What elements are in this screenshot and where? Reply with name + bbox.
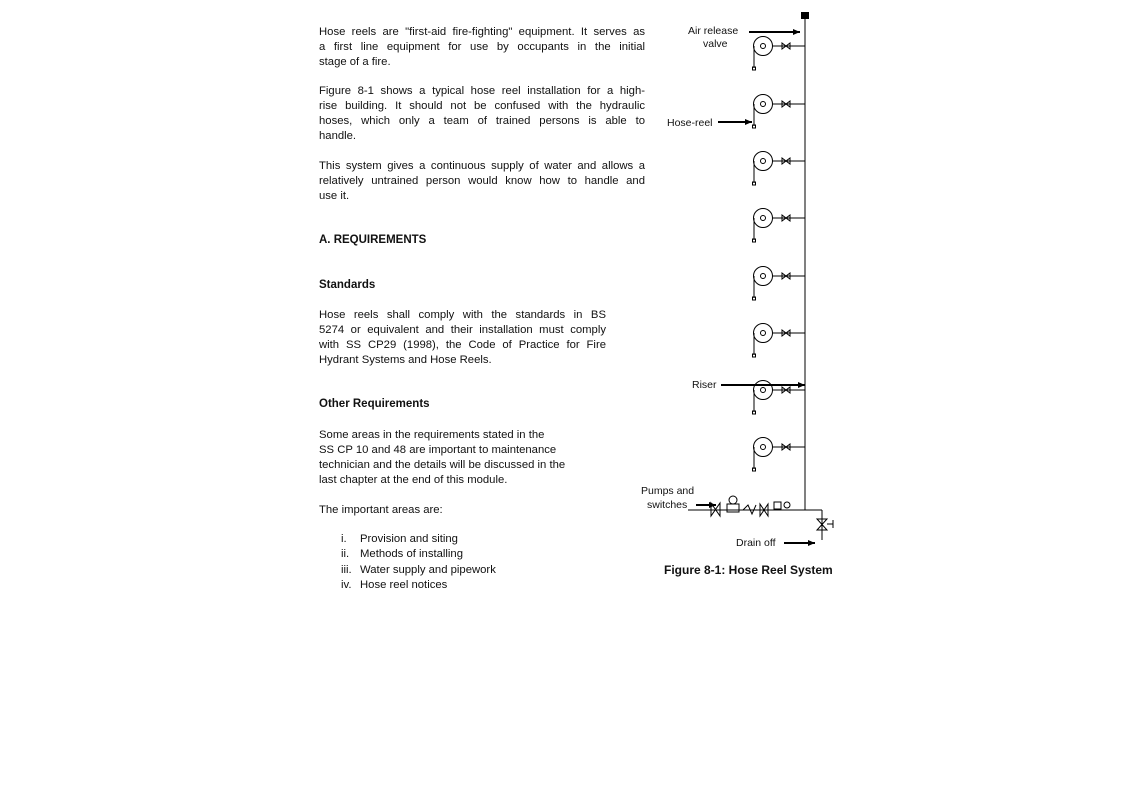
paragraph-line: hoses, which only a team of trained persons is able to [319,115,645,127]
list-number: iv. [341,578,352,591]
arrow-icon [793,29,800,35]
paragraph-line: with SS CP29 (1998), the Code of Practice for Fire [319,339,606,351]
gauge-icon [784,502,790,508]
hose-reel-hub [761,331,766,336]
nozzle-icon [753,354,756,357]
nozzle-icon [753,239,756,242]
arrow-icon [808,540,815,546]
label-drain-off: Drain off [736,537,776,549]
pump-motor-icon [729,496,737,504]
paragraph-line: stage of a fire. [319,56,391,68]
paragraph-line: handle. [319,130,357,142]
paragraph-line: technician and the details will be discussed in the [319,459,566,471]
paragraph-line: relatively untrained person would know how to handle and [319,175,645,187]
hose-reel-icon [754,381,773,400]
label-switches: switches [647,499,688,511]
hose-reel-icon [754,95,773,114]
arrow-icon [798,382,805,388]
paragraph-line: rise building. It should not be confused with the hydraulic [319,100,645,112]
arrow-icon [745,119,752,125]
paragraph: The important areas are: [319,504,443,516]
paragraph-line: Hose reels shall comply with the standards in BS [319,309,606,321]
paragraph-line: Hydrant Systems and Hose Reels. [319,354,492,366]
hose-reel-icon [754,438,773,457]
paragraph-line: This system gives a continuous supply of water and allows a [319,160,645,172]
subheading-other-requirements: Other Requirements [319,398,430,410]
hose-reel-hub [761,445,766,450]
nozzle-icon [753,468,756,471]
section-heading: A. REQUIREMENTS [319,234,427,246]
hose-reel-icon [754,267,773,286]
nozzle-icon [753,297,756,300]
hose-reel-hub [761,216,766,221]
paragraph-line: SS CP 10 and 48 are important to maintenance [319,444,557,456]
list-item: Water supply and pipework [360,563,496,576]
paragraph-line: last chapter at the end of this module. [319,474,508,486]
hose-reel-icon [754,209,773,228]
label-pumps: Pumps and [641,485,695,497]
hose-reel-hub [761,388,766,393]
air-release-valve-icon [801,12,809,19]
paragraph-line: Some areas in the requirements stated in the [319,429,545,441]
label-hose-reel: Hose-reel [667,117,713,129]
hose-reel-hub [761,102,766,107]
hose-reel-icon [754,324,773,343]
nozzle-icon [753,125,756,128]
hose-reel-icon [754,152,773,171]
paragraph-line: Figure 8-1 shows a typical hose reel installation for a high- [319,85,645,97]
label-air-release: Air release [688,25,739,37]
hose-reel-hub [761,44,766,49]
paragraph-line: use it. [319,190,350,202]
hose-reel-icon [754,37,773,56]
nozzle-icon [753,411,756,414]
pump-icon [727,504,739,512]
paragraph-line: a first line equipment for use by occupants in the initial [319,41,645,53]
list-number: ii. [341,548,350,561]
paragraph-line: 5274 or equivalent and their installation must comply [319,324,606,336]
list-item: Provision and siting [360,533,458,545]
list-item: Methods of installing [360,548,463,561]
list-number: i. [341,533,347,545]
hose-reel-hub [761,274,766,279]
subheading-standards: Standards [319,279,376,291]
label-valve: valve [703,38,728,50]
nozzle-icon [753,182,756,185]
list-number: iii. [341,563,352,576]
nozzle-icon [753,67,756,70]
label-riser: Riser [692,379,717,391]
paragraph-line: Hose reels are "first-aid fire-fighting" equipment. It serves as [319,26,645,38]
figure-caption: Figure 8-1: Hose Reel System [664,563,833,577]
hose-reel-hub [761,159,766,164]
switch-icon [774,502,781,509]
list-item: Hose reel notices [360,578,448,591]
